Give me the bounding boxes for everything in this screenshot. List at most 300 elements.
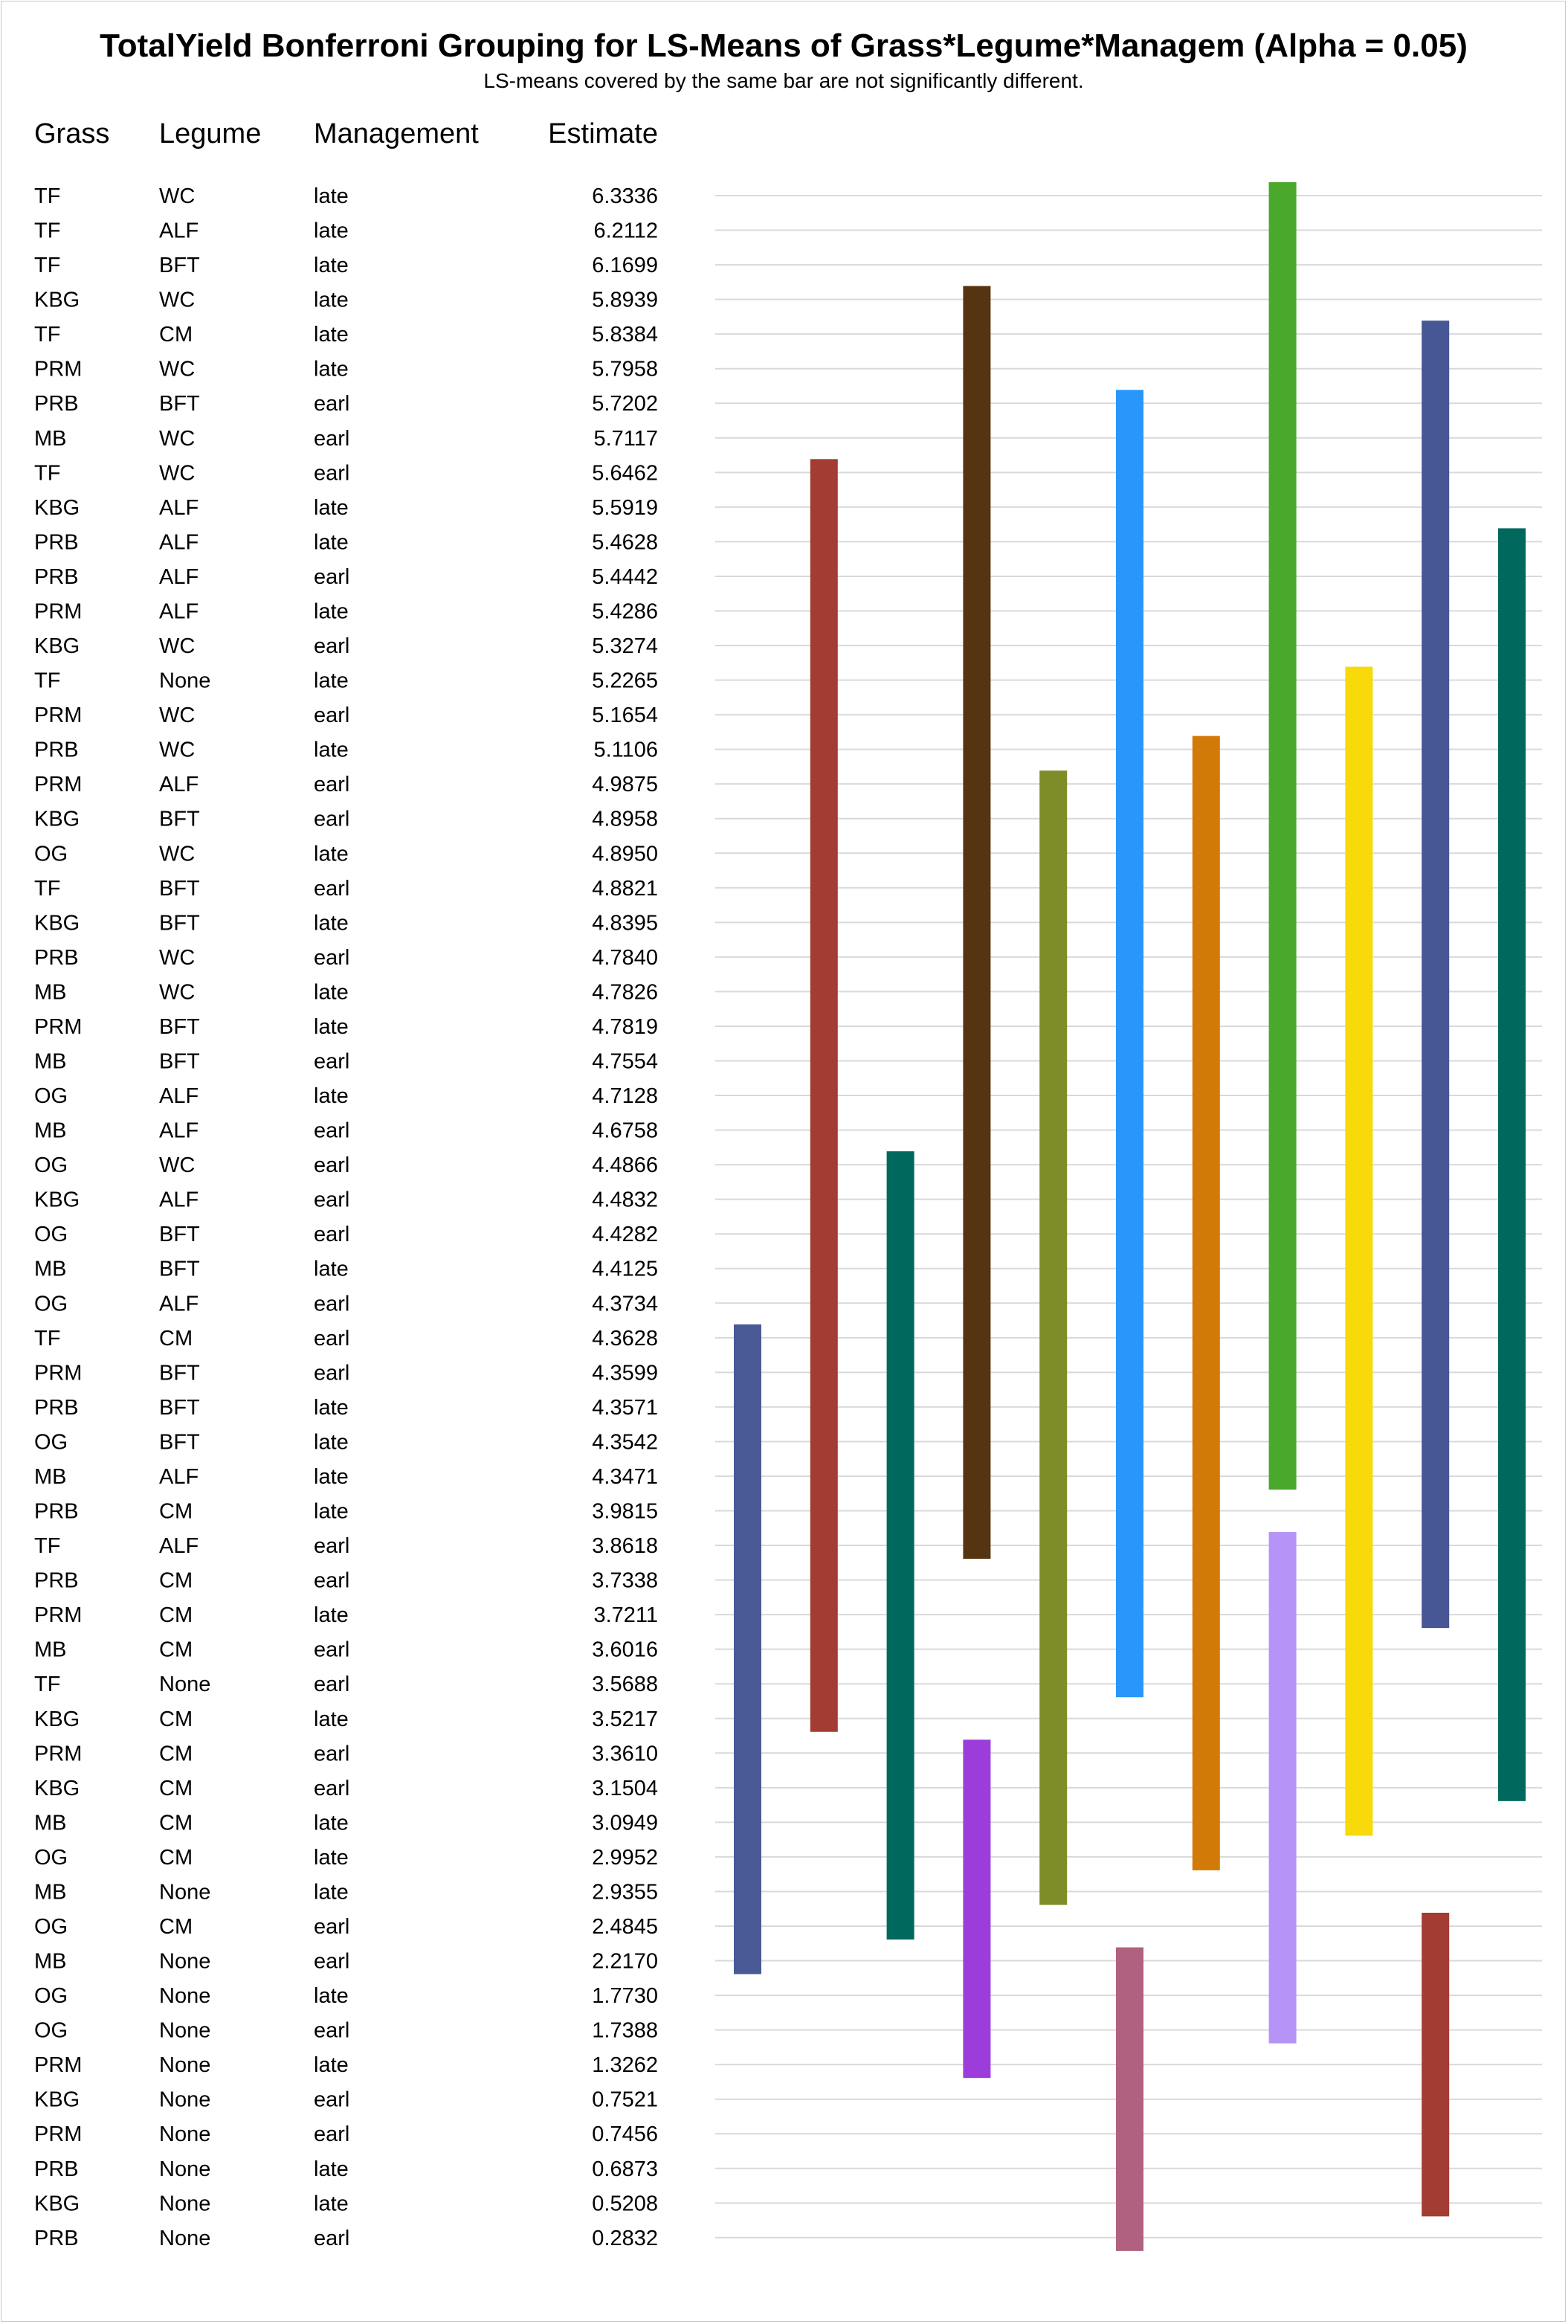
table-row bbox=[34, 1777, 658, 1800]
table-row bbox=[34, 219, 658, 243]
table-row bbox=[34, 808, 658, 831]
cell-estimate: 3.3610 bbox=[592, 1742, 658, 1766]
cell-grass: KBG bbox=[34, 2088, 80, 2112]
cell-estimate: 6.2112 bbox=[593, 219, 658, 243]
cell-estimate: 4.3542 bbox=[592, 1430, 658, 1455]
cell-management: earl bbox=[314, 634, 350, 659]
cell-management: late bbox=[314, 1811, 349, 1835]
cell-legume: BFT bbox=[159, 392, 200, 416]
cell-grass: TF bbox=[34, 876, 61, 901]
cell-legume: WC bbox=[159, 461, 196, 486]
cell-grass: OG bbox=[34, 1915, 68, 1939]
cell-management: late bbox=[314, 495, 349, 520]
cell-management: earl bbox=[314, 945, 350, 970]
cell-legume: WC bbox=[159, 634, 196, 659]
table-row bbox=[34, 254, 658, 277]
cell-legume: None bbox=[159, 2226, 211, 2250]
table-row bbox=[34, 530, 658, 554]
cell-management: earl bbox=[314, 1188, 350, 1212]
cell-grass: KBG bbox=[34, 634, 80, 659]
cell-management: late bbox=[314, 1707, 349, 1731]
table-row bbox=[34, 1846, 658, 1870]
column-header-legume: Legume bbox=[159, 118, 262, 149]
group-bar bbox=[963, 286, 990, 1559]
cell-management: late bbox=[314, 1464, 349, 1489]
cell-grass: MB bbox=[34, 980, 67, 1005]
table-row bbox=[34, 877, 658, 901]
cell-legume: BFT bbox=[159, 254, 200, 278]
cell-legume: BFT bbox=[159, 1257, 200, 1281]
cell-management: earl bbox=[314, 1534, 350, 1559]
cell-grass: TF bbox=[34, 1534, 61, 1559]
table-row bbox=[34, 1465, 658, 1489]
cell-estimate: 3.9815 bbox=[592, 1499, 658, 1524]
table-row bbox=[34, 599, 658, 623]
cell-management: earl bbox=[314, 1949, 350, 1974]
cell-estimate: 6.1699 bbox=[592, 254, 658, 278]
cell-legume: CM bbox=[159, 1638, 193, 1662]
cell-estimate: 4.3571 bbox=[592, 1395, 658, 1420]
table-row bbox=[34, 842, 658, 866]
table-row bbox=[34, 184, 658, 208]
cell-grass: MB bbox=[34, 1811, 67, 1835]
cell-legume: BFT bbox=[159, 1361, 200, 1385]
group-bar bbox=[887, 1151, 914, 1940]
table-row bbox=[34, 427, 658, 451]
table-rows bbox=[34, 184, 658, 2250]
cell-legume: BFT bbox=[159, 1049, 200, 1074]
cell-estimate: 4.7819 bbox=[592, 1014, 658, 1039]
cell-grass: KBG bbox=[34, 911, 80, 936]
cell-management: earl bbox=[314, 1292, 350, 1316]
cell-legume: ALF bbox=[159, 599, 199, 624]
cell-estimate: 4.3628 bbox=[592, 1326, 658, 1351]
cell-legume: WC bbox=[159, 842, 196, 866]
cell-legume: ALF bbox=[159, 564, 199, 589]
cell-management: late bbox=[314, 1984, 349, 2009]
cell-legume: WC bbox=[159, 357, 196, 382]
cell-management: late bbox=[314, 254, 349, 278]
cell-management: earl bbox=[314, 876, 350, 901]
cell-grass: MB bbox=[34, 1118, 67, 1143]
table-row bbox=[34, 946, 658, 970]
cell-management: earl bbox=[314, 1742, 350, 1766]
cell-management: earl bbox=[314, 1568, 350, 1593]
cell-grass: KBG bbox=[34, 1776, 80, 1800]
cell-grass: OG bbox=[34, 1084, 68, 1109]
table-row bbox=[34, 461, 658, 485]
cell-legume: CM bbox=[159, 1811, 193, 1835]
cell-management: late bbox=[314, 530, 349, 555]
cell-legume: ALF bbox=[159, 1084, 199, 1109]
cell-legume: CM bbox=[159, 1707, 193, 1731]
cell-grass: PRB bbox=[34, 2157, 79, 2181]
table-row bbox=[34, 323, 658, 347]
cell-management: late bbox=[314, 288, 349, 312]
table-row bbox=[34, 1880, 658, 1904]
cell-grass: PRB bbox=[34, 945, 79, 970]
cell-estimate: 0.5208 bbox=[592, 2192, 658, 2216]
cell-legume: BFT bbox=[159, 1430, 200, 1455]
cell-grass: MB bbox=[34, 1638, 67, 1662]
cell-grass: OG bbox=[34, 1845, 68, 1870]
table-row bbox=[34, 1430, 658, 1454]
table-row bbox=[34, 1673, 658, 1696]
cell-legume: WC bbox=[159, 945, 196, 970]
cell-grass: OG bbox=[34, 1223, 68, 1247]
cell-grass: MB bbox=[34, 1880, 67, 1905]
cell-management: late bbox=[314, 1014, 349, 1039]
cell-grass: TF bbox=[34, 323, 61, 347]
cell-legume: WC bbox=[159, 704, 196, 728]
cell-estimate: 5.8384 bbox=[592, 323, 658, 347]
table-row bbox=[34, 2122, 658, 2146]
cell-estimate: 3.0949 bbox=[592, 1811, 658, 1835]
cell-estimate: 4.7826 bbox=[592, 980, 658, 1005]
cell-legume: BFT bbox=[159, 876, 200, 901]
cell-management: earl bbox=[314, 1049, 350, 1074]
table-row bbox=[34, 1915, 658, 1939]
group-bar bbox=[734, 1324, 761, 1974]
cell-estimate: 4.4125 bbox=[592, 1257, 658, 1281]
cell-legume: CM bbox=[159, 1845, 193, 1870]
cell-management: late bbox=[314, 1880, 349, 1905]
cell-legume: CM bbox=[159, 1742, 193, 1766]
cell-legume: ALF bbox=[159, 530, 199, 555]
cell-grass: MB bbox=[34, 1464, 67, 1489]
cell-management: late bbox=[314, 669, 349, 693]
cell-estimate: 5.7117 bbox=[593, 426, 658, 451]
cell-grass: PRM bbox=[34, 704, 83, 728]
group-bar bbox=[1345, 667, 1372, 1836]
cell-management: earl bbox=[314, 392, 350, 416]
cell-grass: PRB bbox=[34, 2226, 79, 2250]
cell-grass: TF bbox=[34, 669, 61, 693]
cell-grass: TF bbox=[34, 254, 61, 278]
cell-legume: None bbox=[159, 2088, 211, 2112]
cell-management: earl bbox=[314, 1673, 350, 1697]
cell-estimate: 1.3262 bbox=[592, 2053, 658, 2078]
table-row bbox=[34, 1015, 658, 1039]
cell-estimate: 3.6016 bbox=[592, 1638, 658, 1662]
cell-estimate: 5.8939 bbox=[592, 288, 658, 312]
cell-grass: MB bbox=[34, 1949, 67, 1974]
cell-management: earl bbox=[314, 461, 350, 486]
group-bar bbox=[1498, 528, 1526, 1800]
cell-management: late bbox=[314, 2157, 349, 2181]
cell-legume: WC bbox=[159, 1153, 196, 1178]
cell-grass: PRM bbox=[34, 1361, 83, 1385]
cell-management: earl bbox=[314, 1326, 350, 1351]
group-bar bbox=[1116, 1948, 1143, 2251]
cell-management: late bbox=[314, 1603, 349, 1628]
cell-grass: PRB bbox=[34, 392, 79, 416]
cell-management: late bbox=[314, 2192, 349, 2216]
cell-estimate: 0.2832 bbox=[592, 2226, 658, 2250]
cell-grass: OG bbox=[34, 1430, 68, 1455]
cell-grass: OG bbox=[34, 2018, 68, 2043]
cell-management: earl bbox=[314, 773, 350, 797]
group-bar bbox=[810, 459, 838, 1731]
cell-management: earl bbox=[314, 1638, 350, 1662]
cell-grass: KBG bbox=[34, 807, 80, 831]
cell-estimate: 5.4628 bbox=[592, 530, 658, 555]
table-row bbox=[34, 1223, 658, 1246]
cell-estimate: 4.4282 bbox=[592, 1223, 658, 1247]
cell-estimate: 6.3336 bbox=[592, 184, 658, 208]
cell-estimate: 4.9875 bbox=[592, 773, 658, 797]
table-row bbox=[34, 2227, 658, 2250]
cell-grass: OG bbox=[34, 842, 68, 866]
cell-grass: PRB bbox=[34, 1499, 79, 1524]
cell-legume: BFT bbox=[159, 807, 200, 831]
cell-legume: None bbox=[159, 1880, 211, 1905]
cell-management: earl bbox=[314, 426, 350, 451]
table-row bbox=[34, 392, 658, 416]
cell-estimate: 3.8618 bbox=[592, 1534, 658, 1559]
cell-grass: PRB bbox=[34, 738, 79, 762]
cell-management: late bbox=[314, 357, 349, 382]
cell-management: late bbox=[314, 1499, 349, 1524]
cell-estimate: 1.7388 bbox=[592, 2018, 658, 2043]
cell-estimate: 5.7958 bbox=[592, 357, 658, 382]
cell-management: earl bbox=[314, 1153, 350, 1178]
cell-grass: OG bbox=[34, 1984, 68, 2009]
cell-management: late bbox=[314, 219, 349, 243]
table-row bbox=[34, 911, 658, 935]
cell-management: late bbox=[314, 1084, 349, 1109]
table-row bbox=[34, 1327, 658, 1351]
cell-estimate: 3.7211 bbox=[593, 1603, 658, 1628]
cell-estimate: 5.1106 bbox=[593, 738, 658, 762]
table-row bbox=[34, 2053, 658, 2077]
cell-grass: KBG bbox=[34, 2192, 80, 2216]
group-bar bbox=[1269, 182, 1297, 1490]
cell-legume: None bbox=[159, 2122, 211, 2147]
cell-legume: CM bbox=[159, 1603, 193, 1628]
table-row bbox=[34, 1258, 658, 1281]
cell-grass: PRM bbox=[34, 599, 83, 624]
cell-legume: BFT bbox=[159, 1395, 200, 1420]
group-bar bbox=[963, 1739, 990, 2078]
cell-estimate: 0.7521 bbox=[592, 2088, 658, 2112]
cell-grass: MB bbox=[34, 1049, 67, 1074]
cell-management: late bbox=[314, 1430, 349, 1455]
cell-grass: PRB bbox=[34, 1568, 79, 1593]
cell-legume: WC bbox=[159, 288, 196, 312]
cell-estimate: 3.5688 bbox=[592, 1673, 658, 1697]
table-row bbox=[34, 1603, 658, 1627]
cell-management: late bbox=[314, 2053, 349, 2078]
table-row bbox=[34, 773, 658, 796]
cell-management: earl bbox=[314, 564, 350, 589]
table-row bbox=[34, 634, 658, 658]
table-row bbox=[34, 2088, 658, 2112]
cell-legume: ALF bbox=[159, 1464, 199, 1489]
cell-estimate: 2.4845 bbox=[592, 1915, 658, 1939]
cell-management: earl bbox=[314, 1776, 350, 1800]
cell-grass: MB bbox=[34, 1257, 67, 1281]
table-row bbox=[34, 1811, 658, 1835]
group-bar bbox=[1269, 1532, 1297, 2044]
cell-management: late bbox=[314, 1257, 349, 1281]
table-row bbox=[34, 565, 658, 589]
cell-legume: ALF bbox=[159, 1188, 199, 1212]
cell-grass: PRB bbox=[34, 530, 79, 555]
cell-legume: None bbox=[159, 1984, 211, 2009]
cell-legume: CM bbox=[159, 1568, 193, 1593]
cell-legume: ALF bbox=[159, 495, 199, 520]
chart-subtitle: LS-means covered by the same bar are not significantly different. bbox=[483, 69, 1084, 92]
table-row bbox=[34, 1707, 658, 1731]
cell-grass: PRB bbox=[34, 564, 79, 589]
cell-legume: WC bbox=[159, 738, 196, 762]
cell-management: earl bbox=[314, 1118, 350, 1143]
cell-legume: WC bbox=[159, 184, 196, 208]
table-row bbox=[34, 1534, 658, 1558]
table-row bbox=[34, 1188, 658, 1212]
cell-management: earl bbox=[314, 807, 350, 831]
cell-grass: MB bbox=[34, 426, 67, 451]
cell-estimate: 4.8395 bbox=[592, 911, 658, 936]
cell-estimate: 0.6873 bbox=[592, 2157, 658, 2181]
cell-legume: WC bbox=[159, 980, 196, 1005]
table-row bbox=[34, 358, 658, 382]
table-row bbox=[34, 1500, 658, 1524]
cell-grass: PRM bbox=[34, 773, 83, 797]
column-header-grass: Grass bbox=[34, 118, 110, 149]
cell-estimate: 4.7554 bbox=[592, 1049, 658, 1074]
cell-estimate: 5.4286 bbox=[592, 599, 658, 624]
cell-estimate: 4.3471 bbox=[592, 1464, 658, 1489]
cell-estimate: 5.2265 bbox=[592, 669, 658, 693]
cell-grass: KBG bbox=[34, 1188, 80, 1212]
cell-estimate: 4.7840 bbox=[592, 945, 658, 970]
cell-management: late bbox=[314, 842, 349, 866]
cell-estimate: 4.4832 bbox=[592, 1188, 658, 1212]
cell-grass: OG bbox=[34, 1292, 68, 1316]
cell-management: late bbox=[314, 980, 349, 1005]
table-row bbox=[34, 980, 658, 1004]
cell-estimate: 2.9952 bbox=[592, 1845, 658, 1870]
cell-legume: CM bbox=[159, 1326, 193, 1351]
cell-legume: ALF bbox=[159, 1534, 199, 1559]
table-row bbox=[34, 1084, 658, 1108]
cell-estimate: 5.7202 bbox=[592, 392, 658, 416]
grouping-bars bbox=[734, 182, 1526, 2251]
table-row bbox=[34, 1950, 658, 1974]
cell-management: late bbox=[314, 911, 349, 936]
table-row bbox=[34, 1292, 658, 1316]
cell-management: late bbox=[314, 599, 349, 624]
cell-estimate: 4.8821 bbox=[592, 876, 658, 901]
table-row bbox=[34, 1638, 658, 1662]
cell-management: earl bbox=[314, 2088, 350, 2112]
table-row bbox=[34, 1050, 658, 1074]
cell-management: late bbox=[314, 184, 349, 208]
cell-grass: KBG bbox=[34, 288, 80, 312]
cell-estimate: 3.5217 bbox=[592, 1707, 658, 1731]
table-row bbox=[34, 704, 658, 727]
chart-title: TotalYield Bonferroni Grouping for LS-Means of Grass*Legume*Managem (Alpha = 0.05) bbox=[100, 28, 1468, 64]
cell-management: earl bbox=[314, 1915, 350, 1939]
cell-estimate: 4.7128 bbox=[592, 1084, 658, 1109]
table-row bbox=[34, 2157, 658, 2181]
cell-management: late bbox=[314, 323, 349, 347]
table-row bbox=[34, 1569, 658, 1593]
cell-legume: CM bbox=[159, 1499, 193, 1524]
cell-legume: BFT bbox=[159, 911, 200, 936]
cell-legume: None bbox=[159, 2053, 211, 2078]
cell-legume: BFT bbox=[159, 1223, 200, 1247]
cell-grass: OG bbox=[34, 1153, 68, 1178]
cell-estimate: 5.1654 bbox=[592, 704, 658, 728]
cell-legume: None bbox=[159, 1673, 211, 1697]
cell-legume: ALF bbox=[159, 773, 199, 797]
column-header-management: Management bbox=[314, 118, 479, 149]
table-row bbox=[34, 1742, 658, 1765]
cell-management: earl bbox=[314, 1361, 350, 1385]
cell-estimate: 4.8958 bbox=[592, 807, 658, 831]
cell-grass: TF bbox=[34, 1326, 61, 1351]
cell-legume: ALF bbox=[159, 1118, 199, 1143]
table-row bbox=[34, 1119, 658, 1143]
cell-legume: CM bbox=[159, 323, 193, 347]
cell-estimate: 5.5919 bbox=[592, 495, 658, 520]
cell-management: earl bbox=[314, 2122, 350, 2147]
cell-estimate: 3.7338 bbox=[592, 1568, 658, 1593]
cell-estimate: 2.2170 bbox=[592, 1949, 658, 1974]
cell-legume: None bbox=[159, 2192, 211, 2216]
cell-grass: TF bbox=[34, 184, 61, 208]
cell-legume: ALF bbox=[159, 1292, 199, 1316]
cell-grass: PRM bbox=[34, 2053, 83, 2078]
cell-management: late bbox=[314, 1395, 349, 1420]
table-row bbox=[34, 1984, 658, 2008]
cell-legume: ALF bbox=[159, 219, 199, 243]
table-row bbox=[34, 2019, 658, 2043]
cell-management: earl bbox=[314, 704, 350, 728]
cell-estimate: 2.9355 bbox=[592, 1880, 658, 1905]
cell-grass: PRM bbox=[34, 2122, 83, 2147]
table-row bbox=[34, 1396, 658, 1420]
cell-management: late bbox=[314, 1845, 349, 1870]
cell-estimate: 4.3734 bbox=[592, 1292, 658, 1316]
cell-grass: TF bbox=[34, 461, 61, 486]
cell-legume: None bbox=[159, 669, 211, 693]
cell-management: earl bbox=[314, 2226, 350, 2250]
group-bar bbox=[1422, 1913, 1449, 2216]
cell-legume: WC bbox=[159, 426, 196, 451]
cell-grass: TF bbox=[34, 1673, 61, 1697]
cell-legume: None bbox=[159, 2018, 211, 2043]
cell-management: late bbox=[314, 738, 349, 762]
cell-legume: None bbox=[159, 2157, 211, 2181]
cell-estimate: 5.6462 bbox=[592, 461, 658, 486]
cell-estimate: 5.3274 bbox=[592, 634, 658, 659]
cell-grass: PRM bbox=[34, 1014, 83, 1039]
cell-legume: None bbox=[159, 1949, 211, 1974]
group-bar bbox=[1422, 321, 1449, 1628]
cell-estimate: 5.4442 bbox=[592, 564, 658, 589]
cell-legume: CM bbox=[159, 1915, 193, 1939]
cell-grass: TF bbox=[34, 219, 61, 243]
cell-grass: KBG bbox=[34, 495, 80, 520]
cell-grass: PRM bbox=[34, 357, 83, 382]
cell-management: earl bbox=[314, 1223, 350, 1247]
cell-estimate: 4.3599 bbox=[592, 1361, 658, 1385]
group-bar bbox=[1116, 390, 1143, 1697]
